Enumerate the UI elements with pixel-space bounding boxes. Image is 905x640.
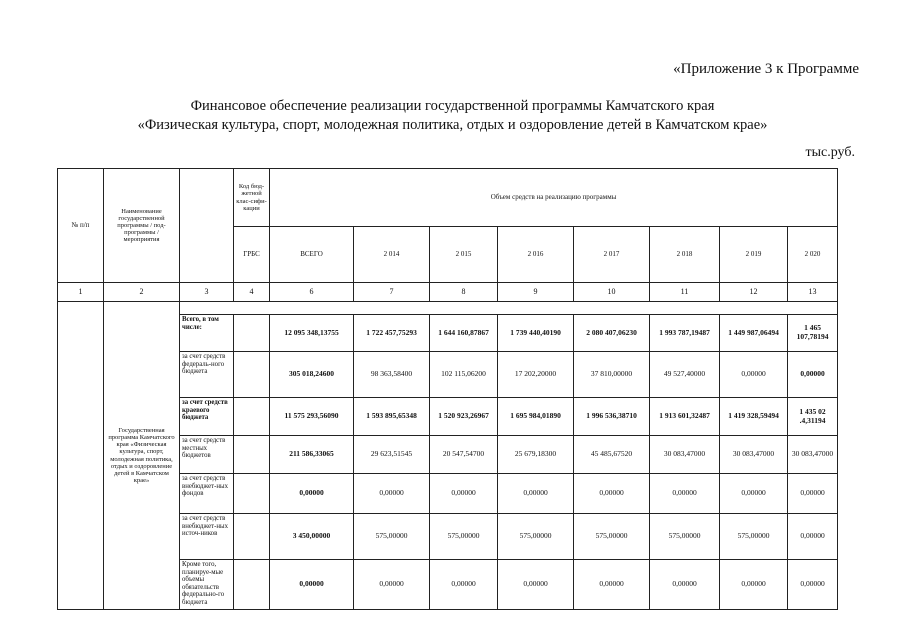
header-row-1 — [58, 169, 838, 227]
document-title — [0, 97, 905, 135]
header-code: Код бюд-жетной клас-сифи-кации — [234, 169, 270, 227]
column-number: 9 — [498, 283, 574, 302]
column-number: 12 — [720, 283, 788, 302]
value-cell: 11 575 293,56090 — [270, 398, 354, 436]
value-cell: 0,00000 — [498, 474, 574, 514]
value-cell: 0,00000 — [788, 560, 838, 610]
value-cell: 1 449 987,06494 — [720, 315, 788, 352]
value-cell: 1 695 984,01890 — [498, 398, 574, 436]
value-cell: 0,00000 — [430, 474, 498, 514]
value-cell: 575,00000 — [354, 514, 430, 560]
value-cell: 30 083,47000 — [650, 436, 720, 474]
value-cell: 17 202,20000 — [498, 352, 574, 398]
value-cell: 0,00000 — [788, 514, 838, 560]
value-cell: 45 485,67520 — [574, 436, 650, 474]
value-cell: 0,00000 — [430, 560, 498, 610]
value-cell: 30 083,47000 — [788, 436, 838, 474]
header-name: Наименование государственной программы / под-программы / мероприятия — [104, 169, 180, 283]
value-cell: 0,00000 — [354, 560, 430, 610]
grbs-cell — [234, 398, 270, 436]
value-cell: 575,00000 — [720, 514, 788, 560]
header-year: 2 018 — [650, 227, 720, 283]
grbs-cell — [234, 560, 270, 610]
value-cell: 0,00000 — [498, 560, 574, 610]
program-number-cell — [58, 302, 104, 610]
value-cell: 1 435 02 .4,31194 — [788, 398, 838, 436]
column-number: 8 — [430, 283, 498, 302]
spacer-row — [58, 302, 838, 315]
column-number: 2 — [104, 283, 180, 302]
column-number: 4 — [234, 283, 270, 302]
header-year: 2 017 — [574, 227, 650, 283]
grbs-cell — [234, 352, 270, 398]
grbs-cell — [234, 315, 270, 352]
value-cell: 102 115,06200 — [430, 352, 498, 398]
source-label: за счет средств местных бюджетов — [180, 436, 234, 474]
column-number: 6 — [270, 283, 354, 302]
value-cell: 1 593 895,65348 — [354, 398, 430, 436]
units-label: тыс.руб. — [805, 145, 855, 160]
grbs-cell — [234, 514, 270, 560]
value-cell: 0,00000 — [650, 560, 720, 610]
title-line-1: Финансовое обеспечение реализации государственной программы Камчатского края — [190, 98, 715, 114]
value-cell: 575,00000 — [574, 514, 650, 560]
value-cell: 0,00000 — [574, 560, 650, 610]
value-cell: 0,00000 — [788, 352, 838, 398]
header-grbs: ГРБС — [234, 227, 270, 283]
value-cell: 2 080 407,06230 — [574, 315, 650, 352]
value-cell: 1 722 457,75293 — [354, 315, 430, 352]
value-cell: 12 095 348,13755 — [270, 315, 354, 352]
value-cell: 1 739 440,40190 — [498, 315, 574, 352]
source-label: Кроме того, планируе-мые объемы обязательств федерально-го бюджета — [180, 560, 234, 610]
column-number: 1 — [58, 283, 104, 302]
column-number: 7 — [354, 283, 430, 302]
value-cell: 49 527,40000 — [650, 352, 720, 398]
grbs-cell — [234, 436, 270, 474]
header-year: 2 016 — [498, 227, 574, 283]
column-number: 11 — [650, 283, 720, 302]
source-label: за счет средств внебюджет-ных источ-ников — [180, 514, 234, 560]
value-cell: 0,00000 — [788, 474, 838, 514]
value-cell: 0,00000 — [574, 474, 650, 514]
value-cell: 1 996 536,38710 — [574, 398, 650, 436]
column-number: 13 — [788, 283, 838, 302]
value-cell: 1 465 107,78194 — [788, 315, 838, 352]
value-cell: 0,00000 — [720, 352, 788, 398]
header-year: 2 019 — [720, 227, 788, 283]
value-cell: 29 623,51545 — [354, 436, 430, 474]
appendix-label: «Приложение 3 к Программе — [673, 61, 859, 77]
spacer-cell — [180, 302, 838, 315]
value-cell: 305 018,24600 — [270, 352, 354, 398]
value-cell: 575,00000 — [650, 514, 720, 560]
value-cell: 1 520 923,26967 — [430, 398, 498, 436]
value-cell: 1 913 601,32487 — [650, 398, 720, 436]
value-cell: 211 586,33065 — [270, 436, 354, 474]
header-year: 2 020 — [788, 227, 838, 283]
value-cell: 37 810,00000 — [574, 352, 650, 398]
source-label: за счет средств федераль-ного бюджета — [180, 352, 234, 398]
program-name: Государственная программа Камчатского края «Физическая культура, спорт, молодежная политика, отдых и оздоровление детей в Камчатском крае» — [104, 302, 180, 610]
header-col3 — [180, 169, 234, 283]
column-number: 10 — [574, 283, 650, 302]
source-label: за счет средств внебюджет-ных фондов — [180, 474, 234, 514]
column-number-row — [58, 283, 838, 302]
header-number: № п/п — [58, 169, 104, 283]
value-cell: 1 993 787,19487 — [650, 315, 720, 352]
value-cell: 575,00000 — [498, 514, 574, 560]
value-cell: 575,00000 — [430, 514, 498, 560]
header-volume: Объем средств на реализацию программы — [270, 169, 838, 227]
value-cell: 0,00000 — [720, 474, 788, 514]
value-cell: 1 419 328,59494 — [720, 398, 788, 436]
value-cell: 30 083,47000 — [720, 436, 788, 474]
value-cell: 0,00000 — [720, 560, 788, 610]
financing-table — [57, 168, 838, 610]
header-total: ВСЕГО — [270, 227, 354, 283]
value-cell: 0,00000 — [650, 474, 720, 514]
value-cell: 0,00000 — [270, 560, 354, 610]
value-cell: 0,00000 — [354, 474, 430, 514]
grbs-cell — [234, 474, 270, 514]
source-label: Всего, в том числе: — [180, 315, 234, 352]
header-year: 2 014 — [354, 227, 430, 283]
value-cell: 20 547,54700 — [430, 436, 498, 474]
source-label: за счет средств краевого бюджета — [180, 398, 234, 436]
value-cell: 1 644 160,87867 — [430, 315, 498, 352]
column-number: 3 — [180, 283, 234, 302]
value-cell: 0,00000 — [270, 474, 354, 514]
header-year: 2 015 — [430, 227, 498, 283]
value-cell: 3 450,00000 — [270, 514, 354, 560]
value-cell: 98 363,58400 — [354, 352, 430, 398]
title-line-2: «Физическая культура, спорт, молодежная политика, отдых и оздоровление детей в Камчатском крае» — [137, 117, 768, 133]
value-cell: 25 679,18300 — [498, 436, 574, 474]
